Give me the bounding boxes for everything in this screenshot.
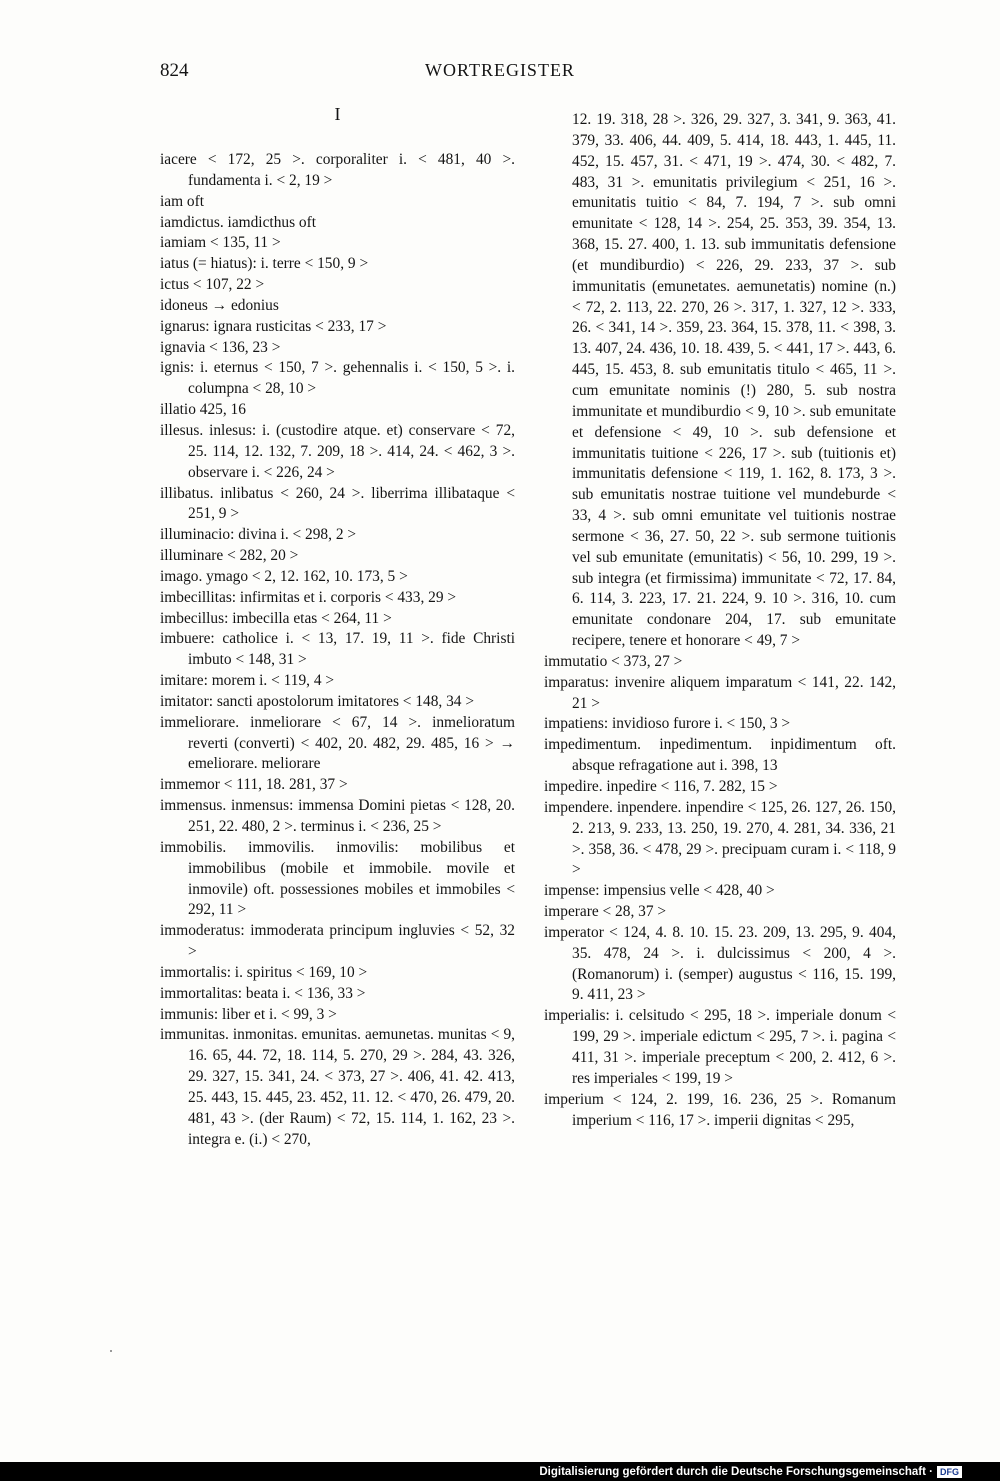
left-column	[160, 150, 515, 1151]
index-entry: imago. ymago < 2, 12. 162, 10. 173, 5 >	[160, 567, 408, 585]
index-entry: immobilis. immovilis. inmovilis: mobilibus et immobilibus (mobile et immobile. movile et inmovile) oft. possessiones mobiles et immobiles < 292, 11 >	[160, 838, 515, 919]
index-entry: illibatus. inlibatus < 260, 24 >. liberrima illibataque < 251, 9 >	[160, 484, 515, 523]
index-entry: imparatus: invenire aliquem imparatum < 141, 22. 142, 21 >	[544, 673, 896, 712]
page-number: 824	[160, 60, 189, 81]
scan-speck	[110, 1350, 112, 1352]
index-entry: imperium < 124, 2. 199, 16. 236, 25 >. Romanum imperium < 116, 17 >. imperii dignitas < 295,	[544, 1090, 896, 1129]
index-entry: immeliorare. inmeliorare < 67, 14 >. inmelioratum reverti (converti) < 402, 20. 482, 29. 485, 16 > → emeliorare. meliorare	[160, 713, 515, 773]
dfg-logo-icon: DFG	[937, 1466, 962, 1478]
index-entry: immunis: liber et i. < 99, 3 >	[160, 1005, 337, 1023]
index-entry: iamiam < 135, 11 >	[160, 234, 281, 252]
index-entry: immemor < 111, 18. 281, 37 >	[160, 776, 348, 794]
right-column	[544, 110, 896, 1131]
index-entry: immutatio < 373, 27 >	[544, 652, 683, 670]
index-entry: iacere < 172, 25 >. corporaliter i. < 481, 40 >. fundamenta i. < 2, 19 >	[160, 151, 515, 189]
index-entry: immensus. inmensus: immensa Domini pietas < 128, 20. 251, 22. 480, 2 >. terminus i. < 236, 25 >	[160, 797, 515, 835]
index-entry: immoderatus: immoderata principum ingluvies < 52, 32 >	[160, 922, 515, 961]
index-entry: immunitas. inmonitas. emunitas. aemunetas. munitas < 9, 16. 65, 44. 72, 18. 114, 5. 270, 29 >. 284, 43. 326, 29. 327, 15. 341, 24. < 373, 27 >. 406, 41. 42. 413, 25. 443, 15. 445, 23. 452, 11. 12. < 470, 26. 479, 20. 481, 43 >. (der Raum) < 72, 15. 114, 1. 162, 23 >. integra e. (i.) < 270,	[160, 1026, 515, 1148]
index-entry: imperare < 28, 37 >	[544, 903, 667, 921]
funding-footer	[539, 1464, 962, 1480]
index-entry: illuminacio: divina i. < 298, 2 >	[160, 526, 357, 544]
index-entry: ictus < 107, 22 >	[160, 276, 265, 294]
index-entry: imitator: sancti apostolorum imitatores < 148, 34 >	[160, 692, 475, 710]
index-entry: ignis: i. eternus < 150, 7 >. gehennalis i. < 150, 5 >. i. columpna < 28, 10 >	[160, 359, 515, 398]
index-entry: impedimentum. inpedimentum. inpidimentum oft. absque refragatione aut i. 398, 13	[544, 736, 896, 775]
index-entry: iatus (= hiatus): i. terre < 150, 9 >	[160, 255, 369, 273]
index-entry-continuation: 12. 19. 318, 28 >. 326, 29. 327, 3. 341, 9. 363, 41. 379, 33. 406, 44. 409, 5. 414, 18. 443, 1. 445, 11. 452, 15. 457, 31. < 471, 19 >. 474, 30. < 482, 7. 483, 31 >. emunitatis privilegium < 251, 16 >. emunitatis tuitio < 84, 7. 194, 7 >. sub omni emunitate < 128, 14 >. 254, 25. 353, 39. 354, 13. 368, 15. 27. 400, 1. 13. sub immunitatis defensione (et mundiburdio) < 226, 29. 233, 37 >. sub immunitatis (emunetates. aemunetatis) nomine (n.) < 72, 2. 113, 22. 270, 26 >. 317, 1. 327, 12 >. 333, 26. < 341, 14 >. 359, 23. 364, 15. 378, 11. < 398, 3. 13. 407, 24. 436, 10. 18. 439, 5. < 441, 17 >. 443, 6. 445, 15. 453, 8. sub emunitatis titulo < 465, 11 >. cum emunitate nominis (!) 280, 5. sub nostra immunitate et mundiburdio < 9, 10 >. sub emunitate et defensione < 49, 10 >. sub defensione et immunitatis tuitione < 226, 17 >. sub (tuitionis et) immunitatis defensione < 119, 1. 162, 8. 173, 3 >. sub emunitatis nostrae tuitione vel mundeburde < 33, 4 >. sub omni emunitate vel tuitionis nostrae sermone < 36, 27. 50, 22 >. sub sermone tuitionis vel sub emunitate (emunitatis) < 56, 10. 299, 19 >. sub integra (et firmissima) immunitate < 72, 17. 84, 6. 114, 3. 223, 17. 21. 224, 9. 10 >. 316, 10. cum emunitate condonare 204, 17. sub emunitate recipere, tenere et honorare < 49, 7 >	[572, 111, 896, 650]
index-entry: impendere. inpendere. inpendire < 125, 26. 127, 26. 150, 2. 213, 9. 233, 13. 250, 19. 270, 4. 281, 34. 336, 21 >. 358, 36. < 478, 29 >. precipuam curam i. < 118, 9 >	[544, 798, 896, 879]
index-entry: iam oft	[160, 192, 205, 210]
index-entry: impedire. inpedire < 116, 7. 282, 15 >	[544, 778, 778, 795]
index-entry: illuminare < 282, 20 >	[160, 547, 299, 565]
index-entry: immortalis: i. spiritus < 169, 10 >	[160, 963, 368, 981]
index-entry: imperator < 124, 4. 8. 10. 15. 23. 209, 13. 295, 9. 404, 35. 478, 24 >. i. dulcissimus < 200, 4 >. (Romanorum) i. (semper) augustus < 116, 15. 199, 9. 411, 23 >	[544, 923, 896, 1004]
index-entry: immortalitas: beata i. < 136, 33 >	[160, 984, 366, 1002]
index-entry: ignarus: ignara rusticitas < 233, 17 >	[160, 317, 387, 335]
running-title: WORTREGISTER	[425, 60, 575, 80]
index-entry: impatiens: invidioso furore i. < 150, 3 >	[544, 715, 791, 733]
index-entry: iamdictus. iamdicthus oft	[160, 213, 317, 231]
index-entry: illesus. inlesus: i. (custodire atque. et) conservare < 72, 25. 114, 12. 132, 7. 209, 18 >. 414, 24. < 462, 3 >. observare i. < 226, 24 >	[160, 421, 515, 481]
index-entry: ignavia < 136, 23 >	[160, 338, 281, 356]
index-entry: illatio 425, 16	[160, 401, 246, 419]
index-entry: idoneus → edonius	[160, 296, 279, 314]
index-entry: imitare: morem i. < 119, 4 >	[160, 672, 335, 690]
index-entry: imperialis: i. celsitudo < 295, 18 >. imperiale donum < 199, 29 >. imperiale edictum < 295, 7 >. i. pagina < 411, 31 >. imperiale preceptum < 200, 2. 412, 6 >. res imperiales < 199, 19 >	[544, 1007, 896, 1087]
footer-text: Digitalisierung gefördert durch die Deutsche Forschungsgemeinschaft ·	[539, 1466, 933, 1478]
index-entry: imbuere: catholice i. < 13, 17. 19, 11 >. fide Christi imbuto < 148, 31 >	[160, 630, 515, 669]
index-entry: impense: impensius velle < 428, 40 >	[544, 882, 775, 900]
index-entry: imbecillitas: infirmitas et i. corporis < 433, 29 >	[160, 588, 457, 606]
index-entry: imbecillus: imbecilla etas < 264, 11 >	[160, 609, 392, 627]
section-letter: I	[334, 104, 341, 124]
